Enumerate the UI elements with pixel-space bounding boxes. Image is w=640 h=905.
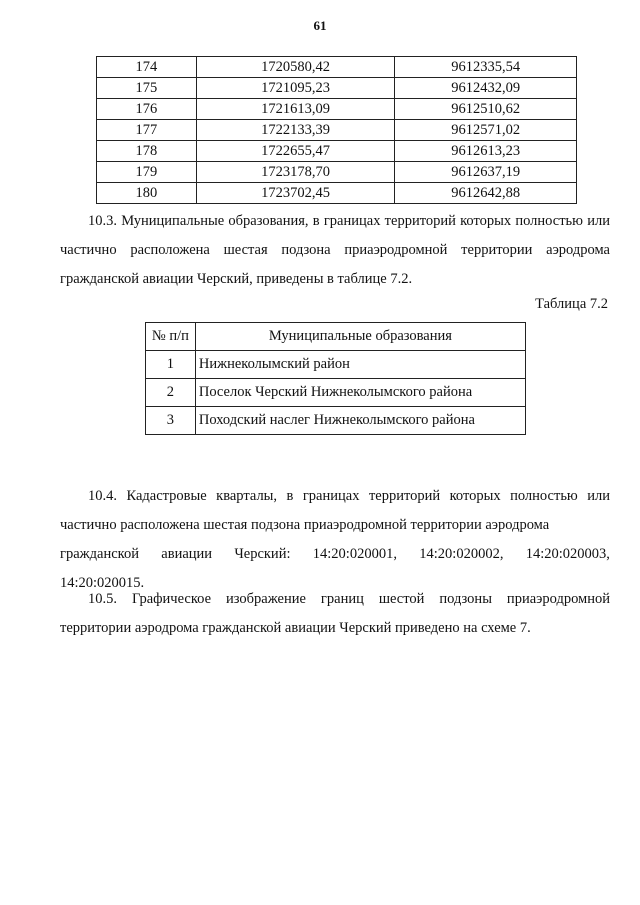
table-row bbox=[97, 57, 577, 78]
x-coordinate-cell: 1723178,70 bbox=[196, 162, 395, 183]
page-number: 61 bbox=[313, 18, 327, 33]
point-number-cell: 180 bbox=[97, 183, 197, 204]
y-coordinate-cell: 9612571,02 bbox=[395, 120, 577, 141]
line-word: гражданской bbox=[60, 546, 139, 562]
cadastral-number: 14:20:020003, bbox=[525, 546, 610, 562]
table-row bbox=[97, 162, 577, 183]
x-coordinate-cell: 1722133,39 bbox=[196, 120, 395, 141]
table-row bbox=[146, 407, 526, 435]
point-number-cell: 178 bbox=[97, 141, 197, 162]
municipality-cell: Поселок Черский Нижнеколымского района bbox=[195, 379, 525, 407]
table-row bbox=[146, 351, 526, 379]
point-number-cell: 176 bbox=[97, 99, 197, 120]
y-coordinate-cell: 9612510,62 bbox=[395, 99, 577, 120]
row-number-cell: 1 bbox=[146, 351, 196, 379]
cadastral-line bbox=[60, 540, 610, 569]
cadastral-number: 14:20:020002, bbox=[419, 546, 504, 562]
cadastral-last-line: 14:20:020015. bbox=[60, 575, 145, 591]
y-coordinate-cell: 9612637,19 bbox=[395, 162, 577, 183]
x-coordinate-cell: 1722655,47 bbox=[196, 141, 395, 162]
point-number-cell: 174 bbox=[97, 57, 197, 78]
point-number-cell: 177 bbox=[97, 120, 197, 141]
paragraph-10-5: 10.5. Графическое изображение границ шестой подзоны приаэродромной территории аэродрома гражданской авиации Черский приведено на схеме 7. bbox=[60, 591, 610, 636]
coordinates-table bbox=[96, 56, 577, 204]
table-row bbox=[97, 141, 577, 162]
line-word: Черский: bbox=[234, 546, 291, 562]
table-caption: Таблица 7.2 bbox=[535, 296, 608, 312]
municipalities-table bbox=[145, 322, 526, 435]
cadastral-number: 14:20:020001, bbox=[312, 546, 397, 562]
y-coordinate-cell: 9612335,54 bbox=[395, 57, 577, 78]
row-number-cell: 2 bbox=[146, 379, 196, 407]
table-row bbox=[97, 99, 577, 120]
column-header-municipality: Муниципальные образования bbox=[195, 323, 525, 351]
paragraph-10-4 bbox=[60, 482, 610, 598]
paragraph-10-4-text: 10.4. Кадастровые кварталы, в границах территорий которых полностью или частично расположена шестая подзона приаэродромной территории аэродрома bbox=[60, 488, 610, 533]
column-header-number: № п/п bbox=[146, 323, 196, 351]
x-coordinate-cell: 1721613,09 bbox=[196, 99, 395, 120]
y-coordinate-cell: 9612642,88 bbox=[395, 183, 577, 204]
x-coordinate-cell: 1720580,42 bbox=[196, 57, 395, 78]
table-row bbox=[97, 78, 577, 99]
paragraph-10-3: 10.3. Муниципальные образования, в границах территорий которых полностью или частично расположена шестая подзона приаэродромной территории аэродрома гражданской авиации Черский, приведены в таблице 7.2. bbox=[60, 213, 610, 287]
table-row bbox=[97, 183, 577, 204]
y-coordinate-cell: 9612613,23 bbox=[395, 141, 577, 162]
table-row bbox=[97, 120, 577, 141]
x-coordinate-cell: 1721095,23 bbox=[196, 78, 395, 99]
x-coordinate-cell: 1723702,45 bbox=[196, 183, 395, 204]
table-row bbox=[146, 379, 526, 407]
municipality-cell: Походский наслег Нижнеколымского района bbox=[195, 407, 525, 435]
municipality-cell: Нижнеколымский район bbox=[195, 351, 525, 379]
line-word: авиации bbox=[161, 546, 213, 562]
row-number-cell: 3 bbox=[146, 407, 196, 435]
table-header-row bbox=[146, 323, 526, 351]
y-coordinate-cell: 9612432,09 bbox=[395, 78, 577, 99]
point-number-cell: 175 bbox=[97, 78, 197, 99]
point-number-cell: 179 bbox=[97, 162, 197, 183]
